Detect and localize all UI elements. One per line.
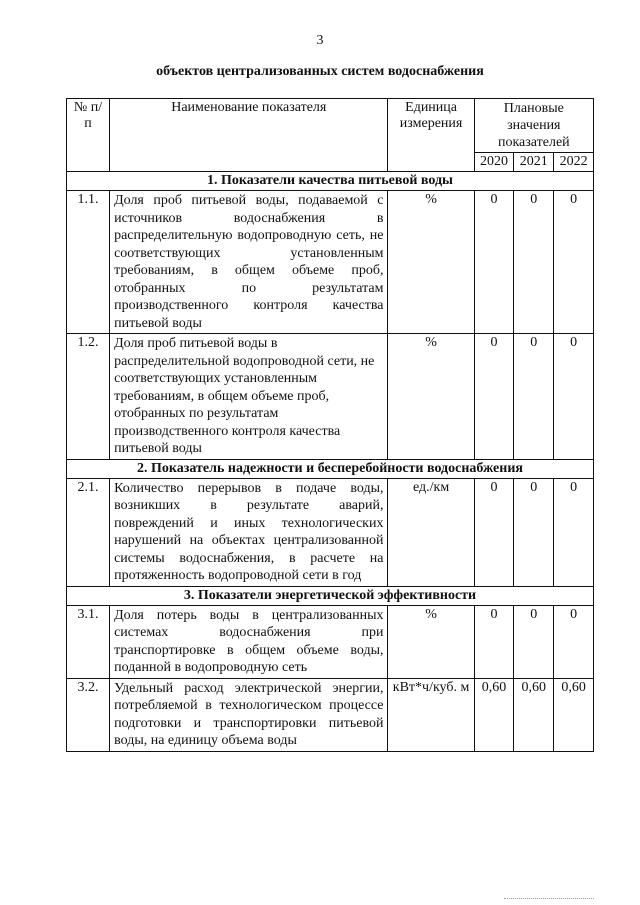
row-value-2020: 0 bbox=[474, 478, 514, 586]
table-row bbox=[67, 191, 594, 334]
row-value-2020: 0 bbox=[474, 334, 514, 460]
row-value-2021: 0 bbox=[514, 334, 554, 460]
footer-dotted-line bbox=[504, 898, 594, 899]
section-title: 1. Показатели качества питьевой воды bbox=[67, 172, 594, 191]
row-name: Удельный расход электрической энергии, потребляемой в технологическом процессе подготовки и транспортировки питьевой воды, на единицу объема воды bbox=[110, 678, 388, 751]
table-row bbox=[67, 605, 594, 678]
table-row bbox=[67, 678, 594, 751]
header-unit: Единица измерения bbox=[388, 99, 474, 172]
header-year-2020: 2020 bbox=[474, 153, 514, 172]
table-title: объектов централизованных систем водоснабжения bbox=[156, 64, 484, 79]
row-value-2022: 0,60 bbox=[554, 678, 594, 751]
row-value-2022: 0 bbox=[554, 191, 594, 334]
page-number: 3 bbox=[316, 33, 324, 48]
row-value-2021: 0 bbox=[514, 478, 554, 586]
row-num: 1.1. bbox=[67, 191, 110, 334]
row-value-2020: 0,60 bbox=[474, 678, 514, 751]
section-title: 2. Показатель надежности и бесперебойности водоснабжения bbox=[67, 459, 594, 478]
header-num: № п/п bbox=[67, 99, 110, 172]
table-row bbox=[67, 478, 594, 586]
row-value-2022: 0 bbox=[554, 334, 594, 460]
section-row bbox=[67, 459, 594, 478]
row-name: Доля проб питьевой воды, подаваемой с источников водоснабжения в распределительную водопроводную сеть, не соответствующих установленным требованиям, в общем объеме проб, отобранных по результатам производственного контроля качества питьевой воды bbox=[110, 191, 388, 334]
section-row bbox=[67, 586, 594, 605]
header-name: Наименование показателя bbox=[110, 99, 388, 172]
row-unit: % bbox=[388, 334, 474, 460]
row-name: Количество перерывов в подаче воды, возникших в результате аварий, повреждений и иных технологических нарушений на объектах централизованной системы водоснабжения, в расчете на протяженность водопроводной сети в год bbox=[110, 478, 388, 586]
row-name: Доля потерь воды в централизованных системах водоснабжения при транспортировке в общем объеме воды, поданной в водопроводную сеть bbox=[110, 605, 388, 678]
row-value-2020: 0 bbox=[474, 605, 514, 678]
indicators-table bbox=[66, 98, 594, 752]
row-unit: % bbox=[388, 605, 474, 678]
section-title: 3. Показатели энергетической эффективности bbox=[67, 586, 594, 605]
row-name: Доля проб питьевой воды в распределительной водопроводной сети, не соответствующих установленным требованиям, в общем объеме проб, отобранных по результатам производственного контроля качества питьевой воды bbox=[110, 334, 388, 460]
section-row bbox=[67, 172, 594, 191]
row-value-2021: 0 bbox=[514, 605, 554, 678]
row-unit: ед./км bbox=[388, 478, 474, 586]
row-num: 3.1. bbox=[67, 605, 110, 678]
table-row bbox=[67, 334, 594, 460]
row-value-2022: 0 bbox=[554, 605, 594, 678]
header-plan: Плановые значения показателей bbox=[474, 99, 593, 153]
row-num: 2.1. bbox=[67, 478, 110, 586]
header-year-2022: 2022 bbox=[554, 153, 594, 172]
row-num: 1.2. bbox=[67, 334, 110, 460]
row-value-2020: 0 bbox=[474, 191, 514, 334]
row-value-2022: 0 bbox=[554, 478, 594, 586]
row-num: 3.2. bbox=[67, 678, 110, 751]
row-unit: % bbox=[388, 191, 474, 334]
row-value-2021: 0,60 bbox=[514, 678, 554, 751]
row-unit: кВт*ч/куб. м bbox=[388, 678, 474, 751]
header-year-2021: 2021 bbox=[514, 153, 554, 172]
row-value-2021: 0 bbox=[514, 191, 554, 334]
